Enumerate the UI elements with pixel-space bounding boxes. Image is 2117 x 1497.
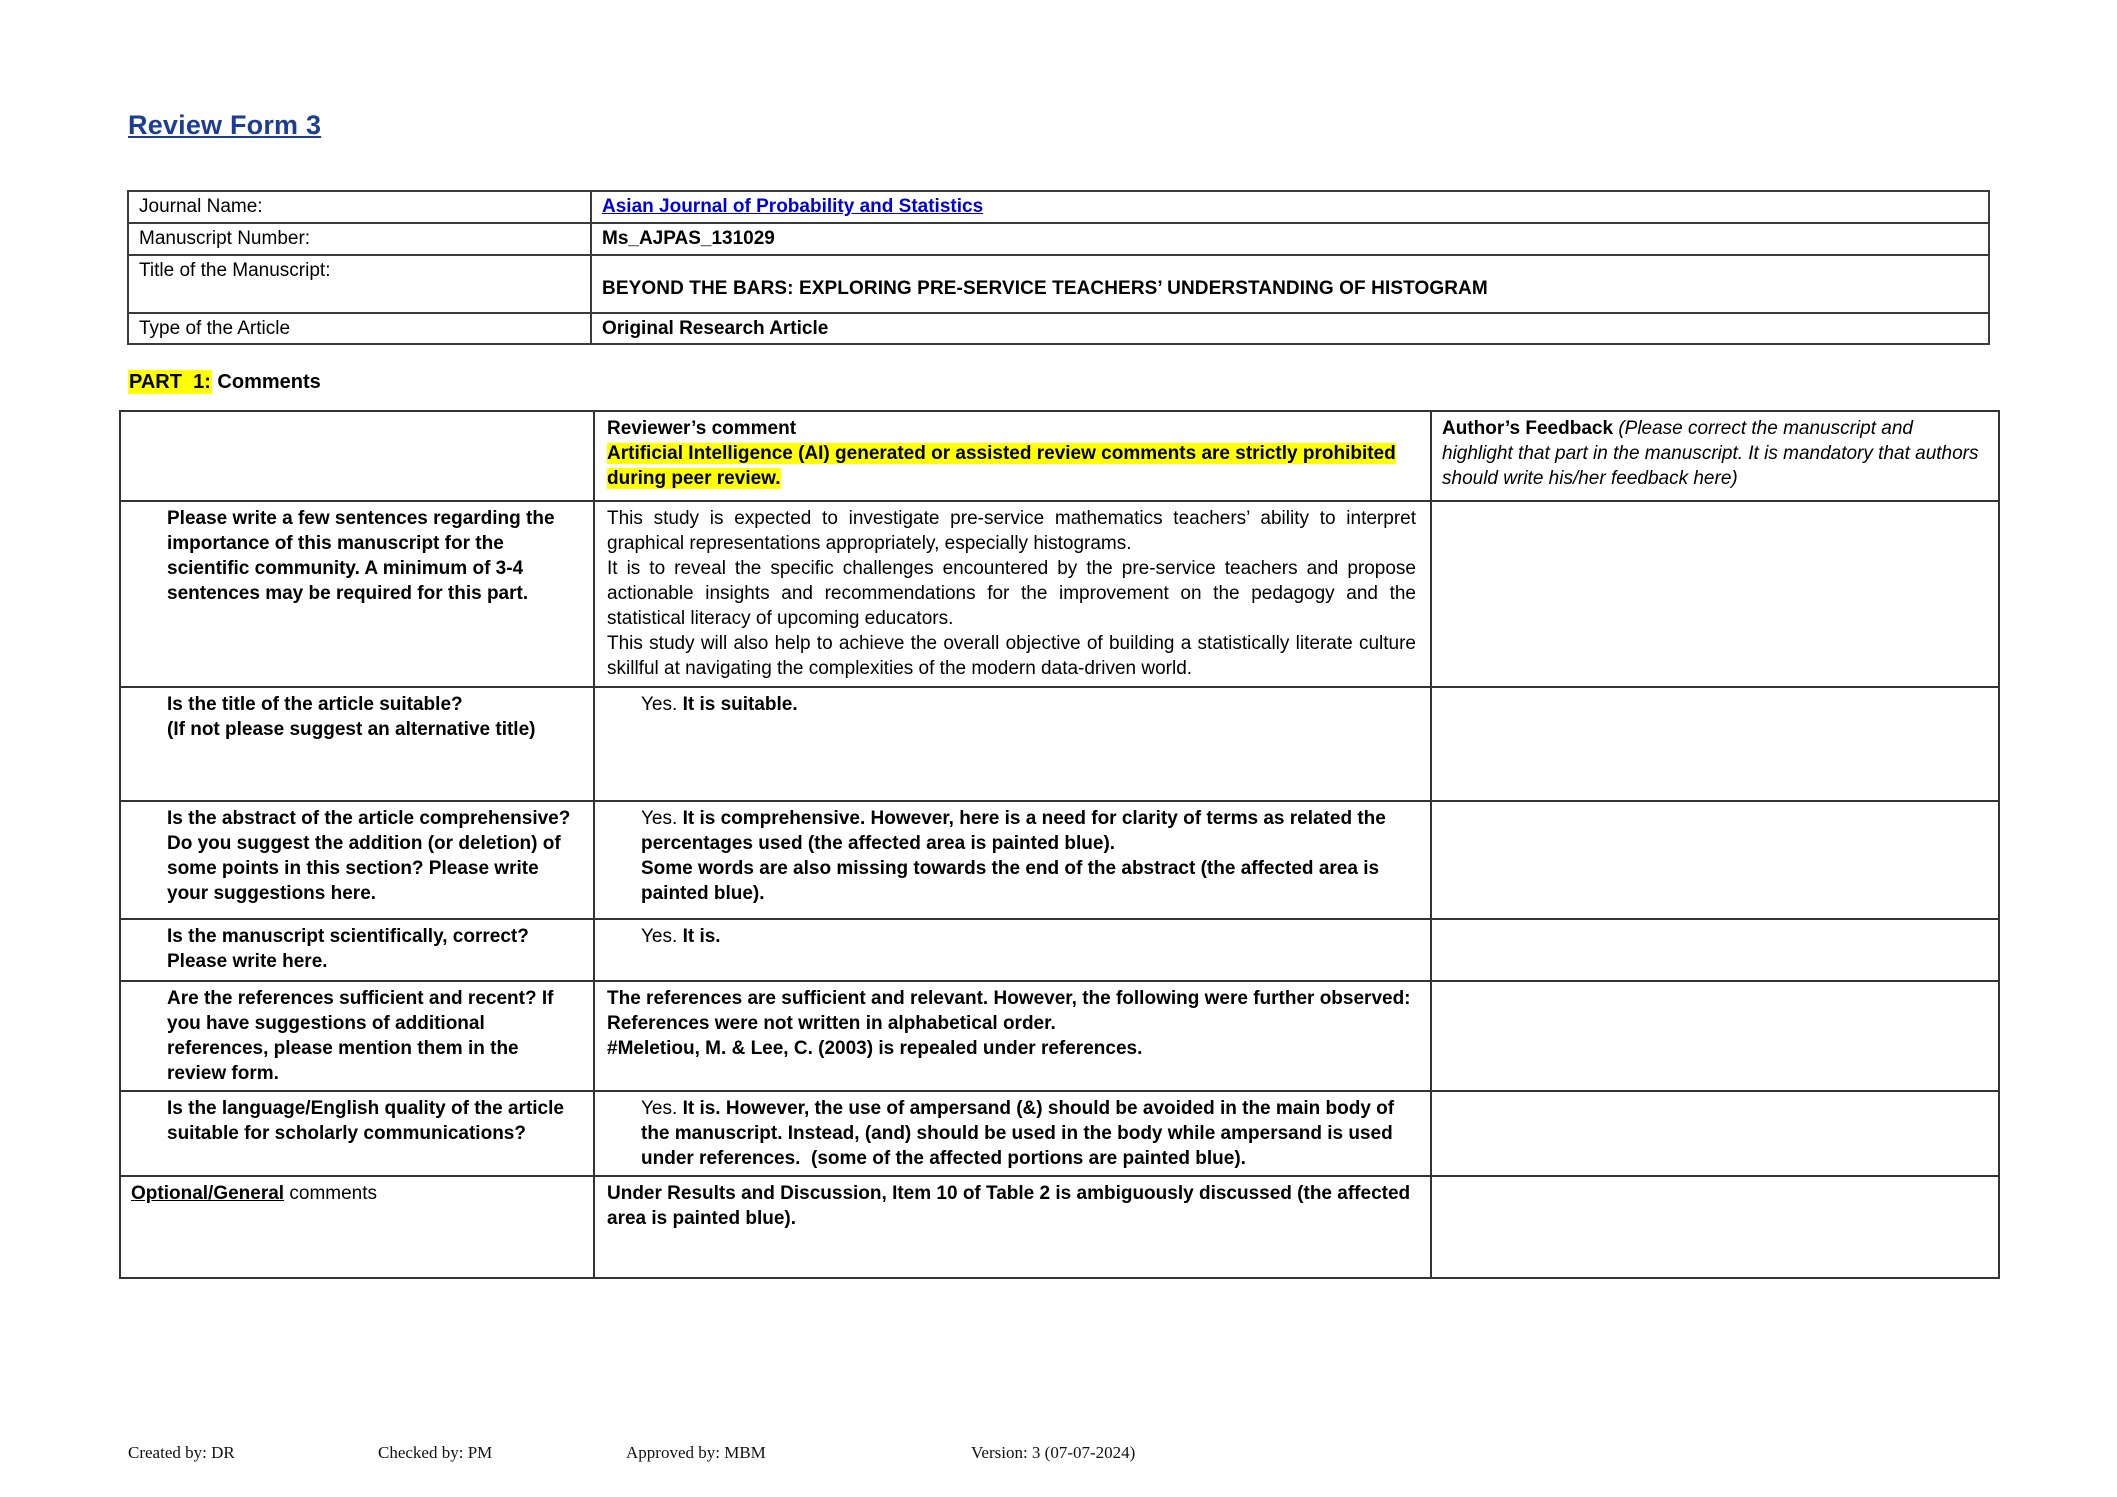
page-title: Review Form 3 [128, 110, 322, 140]
info-row-manuscript-number [128, 223, 1989, 255]
question-abstract: Is the abstract of the article comprehensive? Do you suggest the addition (or deletion) of some points in this section? Please write your suggestions here. [120, 801, 594, 919]
feedback-scientific [1431, 919, 1999, 981]
row-scientific [120, 919, 1999, 981]
comment-scientific-text: It is. [682, 925, 721, 947]
part1-badge: PART 1: [129, 371, 211, 393]
feedback-references [1431, 981, 1999, 1091]
comment-optional-general-text: Under Results and Discussion, Item 10 of Table 2 is ambiguously discussed (the affected area is painted blue). [607, 1183, 1416, 1230]
author-feedback-header [1431, 411, 1999, 501]
question-title-suitable [120, 687, 594, 801]
author-feedback-note: (Please correct the manuscript and highlight that part in the manuscript. It is mandatory that authors should write his/her feedback here) [1442, 418, 1979, 490]
comment-language [594, 1091, 1431, 1176]
reviewer-comment-label: Reviewer’s comment [607, 418, 797, 439]
comment-references [594, 981, 1431, 1091]
footer-created: Created by: DR [128, 1443, 235, 1462]
review-comments-table [119, 410, 2000, 1279]
reviewer-comment-header [594, 411, 1431, 501]
feedback-optional-general [1431, 1176, 1999, 1278]
manuscript-number-label: Manuscript Number: [128, 223, 591, 255]
comment-language-prefix: Yes. [641, 1097, 683, 1119]
manuscript-info-table [127, 190, 1990, 345]
part1-heading [128, 371, 321, 394]
question-title-suitable-line1: Is the title of the article suitable? [167, 693, 463, 715]
article-type-label: Type of the Article [128, 313, 591, 345]
journal-name-link[interactable]: Asian Journal of Probability and Statistics [602, 196, 984, 217]
row-references [120, 981, 1999, 1091]
comment-abstract-text2: Some words are also missing towards the end of the abstract (the affected area is painted blue). [641, 857, 1385, 904]
question-title-suitable-line2: (If not please suggest an alternative title) [167, 718, 536, 740]
comment-importance-p2: It is to reveal the specific challenges encountered by the pre-service teachers and propose actionable insights and recommendations for the improvement on the pedagogy and the statistical literacy of upcoming educators. [607, 558, 1416, 630]
info-row-article-type [128, 313, 1989, 345]
manuscript-number-value: Ms_AJPAS_131029 [591, 223, 1989, 255]
header-empty-cell [120, 411, 594, 501]
label-optional-general-rest: comments [284, 1183, 378, 1205]
comment-scientific-prefix: Yes. [641, 925, 683, 947]
author-feedback-label: Author’s Feedback [1442, 418, 1619, 439]
label-optional-general-bold: Optional/General [131, 1183, 285, 1205]
info-row-title [128, 255, 1989, 313]
feedback-abstract [1431, 801, 1999, 919]
comment-references-line3: #Meletiou, M. & Lee, C. (2003) is repealed under references. [607, 1037, 1143, 1059]
article-type-value: Original Research Article [591, 313, 1989, 345]
question-importance: Please write a few sentences regarding the importance of this manuscript for the scientific community. A minimum of 3-4 sentences may be required for this part. [120, 501, 594, 687]
ai-prohibition-notice: Artificial Intelligence (AI) generated or assisted review comments are strictly prohibited during peer review. [607, 443, 1396, 490]
comment-abstract-prefix: Yes. [641, 807, 683, 829]
info-row-journal [128, 191, 1989, 223]
comment-optional-general [594, 1176, 1431, 1278]
comment-importance-p1: This study is expected to investigate pre-service mathematics teachers’ ability to interpret graphical representations appropriately, especially histograms. [607, 508, 1416, 555]
comment-title-suitable [594, 687, 1431, 801]
footer-version: Version: 3 (07-07-2024) [971, 1443, 1136, 1462]
row-optional-general [120, 1176, 1999, 1278]
header-row [120, 411, 1999, 501]
part1-label: Comments [211, 371, 321, 393]
journal-name-label: Journal Name: [128, 191, 591, 223]
comment-abstract [594, 801, 1431, 919]
footer-checked: Checked by: PM [378, 1443, 493, 1462]
question-references: Are the references sufficient and recent? If you have suggestions of additional references, please mention them in the review form. [120, 981, 594, 1091]
feedback-title-suitable [1431, 687, 1999, 801]
question-scientific: Is the manuscript scientifically, correct? Please write here. [120, 919, 594, 981]
comment-title-text: It is suitable. [682, 693, 798, 715]
comment-abstract-text1: It is comprehensive. However, here is a need for clarity of terms as related the percentages used (the affected area is painted blue). [641, 807, 1392, 854]
comment-importance-p3: This study will also help to achieve the overall objective of building a statistically literate culture skillful at navigating the complexities of the modern data-driven world. [607, 633, 1416, 680]
row-abstract [120, 801, 1999, 919]
manuscript-title-label: Title of the Manuscript: [128, 255, 591, 313]
row-language [120, 1091, 1999, 1176]
comment-scientific [594, 919, 1431, 981]
comment-language-text: It is. However, the use of ampersand (&) should be avoided in the main body of the manuscript. Instead, (and) should be used in the body while ampersand is used under references. (some of the affected portions are painted blue). [641, 1097, 1400, 1170]
question-language: Is the language/English quality of the article suitable for scholarly communications? [120, 1091, 594, 1176]
manuscript-title-value: BEYOND THE BARS: EXPLORING PRE-SERVICE TEACHERS’ UNDERSTANDING OF HISTOGRAM [602, 277, 1488, 299]
feedback-language [1431, 1091, 1999, 1176]
row-importance [120, 501, 1999, 687]
label-optional-general [120, 1176, 594, 1278]
comment-importance [594, 501, 1431, 687]
comment-references-line1: The references are sufficient and relevant. However, the following were further observed: [607, 987, 1411, 1009]
feedback-importance [1431, 501, 1999, 687]
comment-title-prefix: Yes. [641, 693, 683, 715]
footer-approved: Approved by: MBM [626, 1443, 766, 1462]
row-title-suitable [120, 687, 1999, 801]
comment-references-line2: References were not written in alphabetical order. [607, 1012, 1056, 1034]
